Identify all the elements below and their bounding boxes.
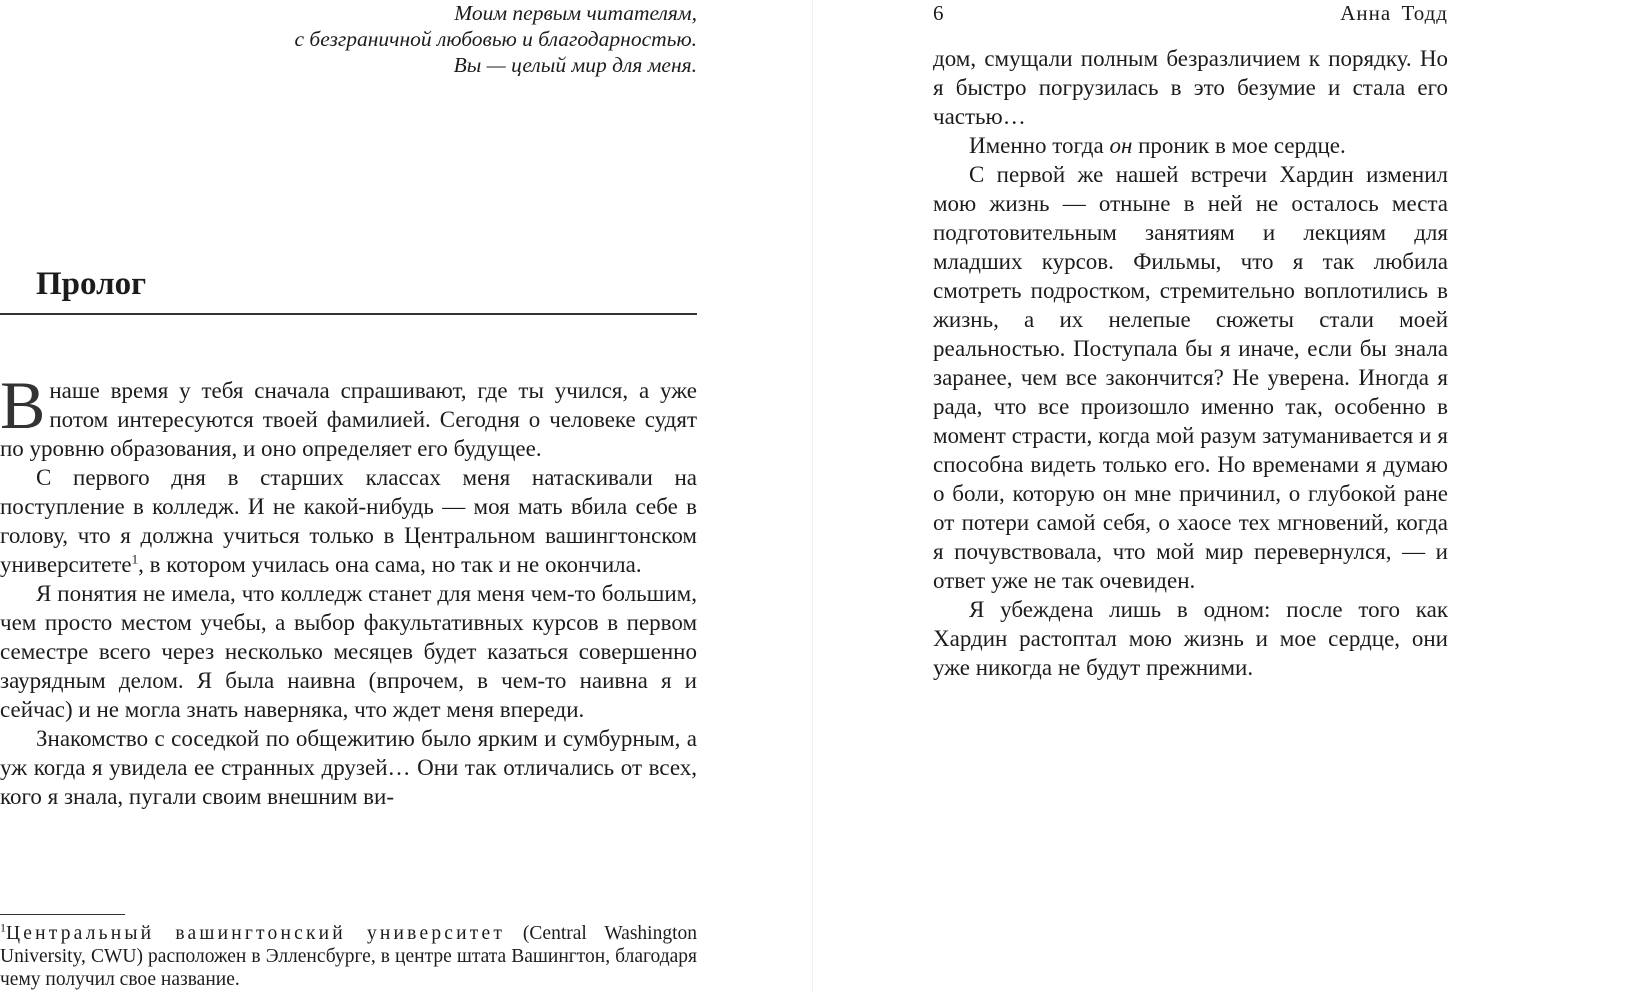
chapter-title: Пролог [36, 266, 147, 302]
paragraph: Я убеждена лишь в одном: после того как Хардин растоптал мою жизнь и мое сердце, они уже никогда не будут прежними. [933, 597, 1448, 680]
paragraph: дом, смущали полным безразличием к порядку. Но я быстро погрузилась в это безумие и стала его частью… [933, 46, 1448, 129]
title-rule [0, 313, 697, 315]
left-body-text [0, 367, 697, 811]
epigraph-line: с безграничной любовью и благодарностью. [294, 27, 697, 51]
paragraph-text: наше время у тебя сначала спрашивают, где ты учился, а уже потом интересуются твоей фамилией. Сегодня о человеке судят по уровню образования, и оно определяет его будущее. [0, 378, 697, 461]
footnote-term: Центральный вашингтонский университет [6, 923, 506, 944]
footnote-rule [0, 914, 125, 915]
footnote-text: (Central Washington University, CWU) расположен в Элленсбурге, в центре штата Вашингтон, благодаря чему получил свое название. [0, 923, 697, 990]
paragraph: С первой же нашей встречи Хардин изменил мою жизнь — отныне в ней не осталось места подготовительным занятиям и лекциям для младших курсов. Фильмы, что я так любила смотреть подростком, стремительно воплотились в жизнь, а их нелепые сюжеты стали моей реальностью. Поступала бы я иначе, если бы знала заранее, чем все закончится? Не уверена. Иногда я рада, что все произошло именно так, особенно в момент страсти, когда мой разум затуманивается и я способна видеть только его. Но временами я думаю о боли, которую он мне причинил, о глубокой ране от потери самой себя, о хаосе тех мгновений, когда я почувствовала, что мой мир перевернулся, — и ответ уже не так очевиден. [933, 162, 1448, 593]
drop-cap: В [0, 367, 46, 443]
epigraph-line: Моим первым читателям, [454, 1, 697, 25]
footnote-reference[interactable]: 1 [131, 551, 139, 567]
emphasis-text: он [1109, 133, 1133, 158]
paragraph [0, 463, 697, 579]
paragraph [0, 367, 697, 463]
footnote [0, 922, 697, 991]
page-gutter [812, 0, 813, 993]
paragraph-text: Именно тогда [969, 133, 1110, 158]
page-number: 6 [933, 1, 944, 25]
right-page [820, 0, 1631, 993]
paragraph-text: С первого дня в старших классах меня натаскивали на поступление в колледж. И не какой-нибудь — моя мать вбила себе в голову, что я должна учиться только в Центральном вашингтонском университете [0, 465, 697, 577]
paragraph: Я понятия не имела, что колледж станет для меня чем-то большим, чем просто местом учебы, а выбор факультативных курсов в первом семестре всего через несколько месяцев будет казаться совершенно заурядным делом. Я была наивна (впрочем, в чем-то наивна я и сейчас) и не могла знать наверняка, что ждет меня впереди. [0, 581, 697, 722]
paragraph [933, 131, 1448, 160]
epigraph-line: Вы — целый мир для меня. [453, 53, 697, 77]
right-body-text [933, 44, 1448, 682]
footnote-mark: 1 [0, 920, 6, 935]
paragraph: Знакомство с соседкой по общежитию было ярким и сумбурным, а уж когда я увидела ее странных друзей… Они так отличались от всех, кого я знала, пугали своим внешним ви- [0, 726, 697, 809]
running-head-author: Анна Тодд [1340, 1, 1448, 25]
epigraph [0, 0, 697, 78]
paragraph-text: , в котором училась она сама, но так и не окончила. [138, 552, 642, 577]
paragraph-text: проник в мое сердце. [1132, 133, 1346, 158]
